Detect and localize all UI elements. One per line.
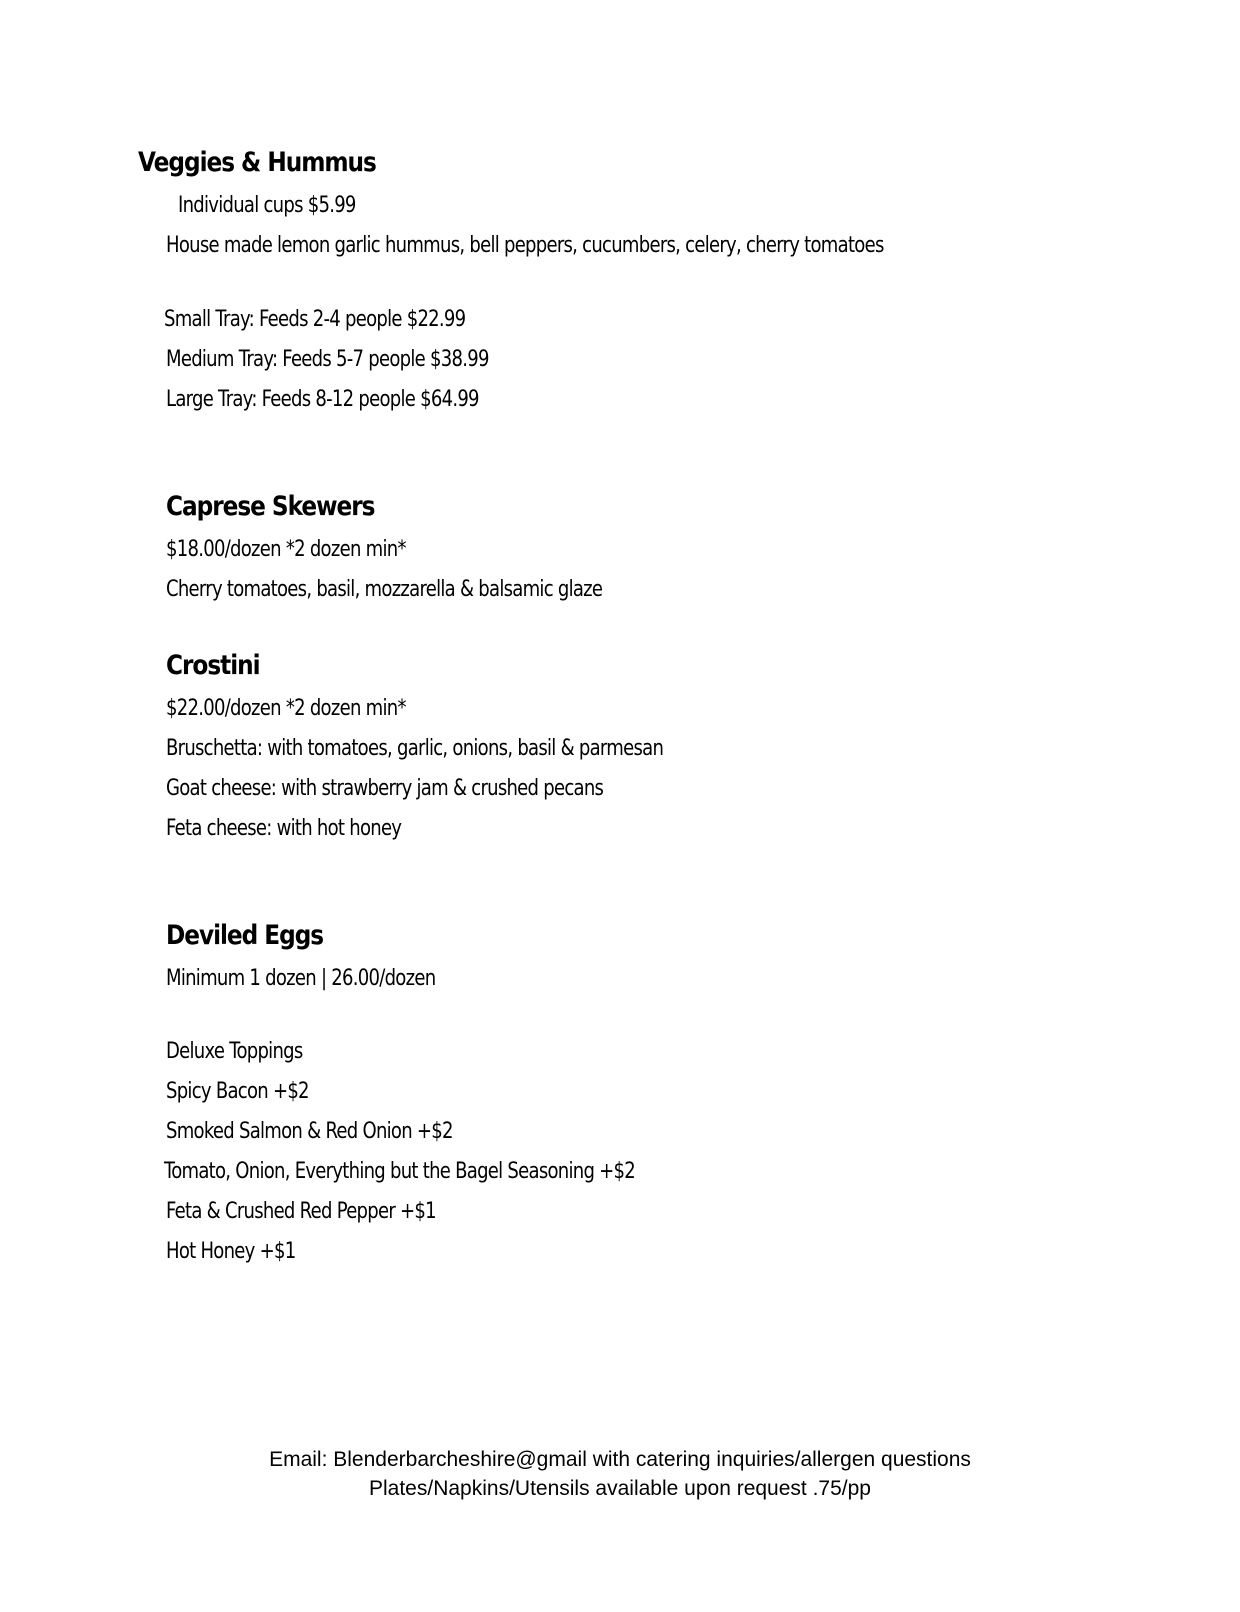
crostini-option-bruschetta: Bruschetta: with tomatoes, garlic, onions, basil & parmesan (166, 736, 664, 761)
caprese-description: Cherry tomatoes, basil, mozzarella & balsamic glaze (166, 577, 603, 602)
deviled-eggs-heading: Deviled Eggs (166, 920, 324, 951)
caprese-skewers-heading: Caprese Skewers (166, 491, 375, 522)
caprese-price: $18.00/dozen *2 dozen min* (166, 537, 406, 562)
crostini-price: $22.00/dozen *2 dozen min* (166, 696, 406, 721)
topping-hot-honey: Hot Honey +$1 (166, 1239, 296, 1264)
veggies-medium-tray: Medium Tray: Feeds 5-7 people $38.99 (166, 347, 489, 372)
veggies-large-tray: Large Tray: Feeds 8-12 people $64.99 (166, 387, 479, 412)
footer-email-line: Email: Blenderbarcheshire@gmail with catering inquiries/allergen questions (269, 1448, 971, 1471)
veggies-hummus-heading: Veggies & Hummus (138, 147, 376, 178)
crostini-option-goat-cheese: Goat cheese: with strawberry jam & crushed pecans (166, 776, 604, 801)
footer-plates-line: Plates/Napkins/Utensils available upon request .75/pp (369, 1477, 871, 1500)
topping-smoked-salmon: Smoked Salmon & Red Onion +$2 (166, 1119, 453, 1144)
topping-tomato-onion-bagel: Tomato, Onion, Everything but the Bagel Seasoning +$2 (164, 1159, 636, 1184)
veggies-individual-price: Individual cups $5.99 (178, 193, 356, 218)
deluxe-toppings-heading: Deluxe Toppings (166, 1039, 303, 1064)
deviled-eggs-price: Minimum 1 dozen | 26.00/dozen (166, 966, 436, 991)
crostini-heading: Crostini (166, 650, 260, 681)
veggies-small-tray: Small Tray: Feeds 2-4 people $22.99 (164, 307, 466, 332)
veggies-description: House made lemon garlic hummus, bell peppers, cucumbers, celery, cherry tomatoes (166, 233, 884, 258)
crostini-option-feta-cheese: Feta cheese: with hot honey (166, 816, 402, 841)
topping-feta-red-pepper: Feta & Crushed Red Pepper +$1 (166, 1199, 436, 1224)
topping-spicy-bacon: Spicy Bacon +$2 (166, 1079, 309, 1104)
